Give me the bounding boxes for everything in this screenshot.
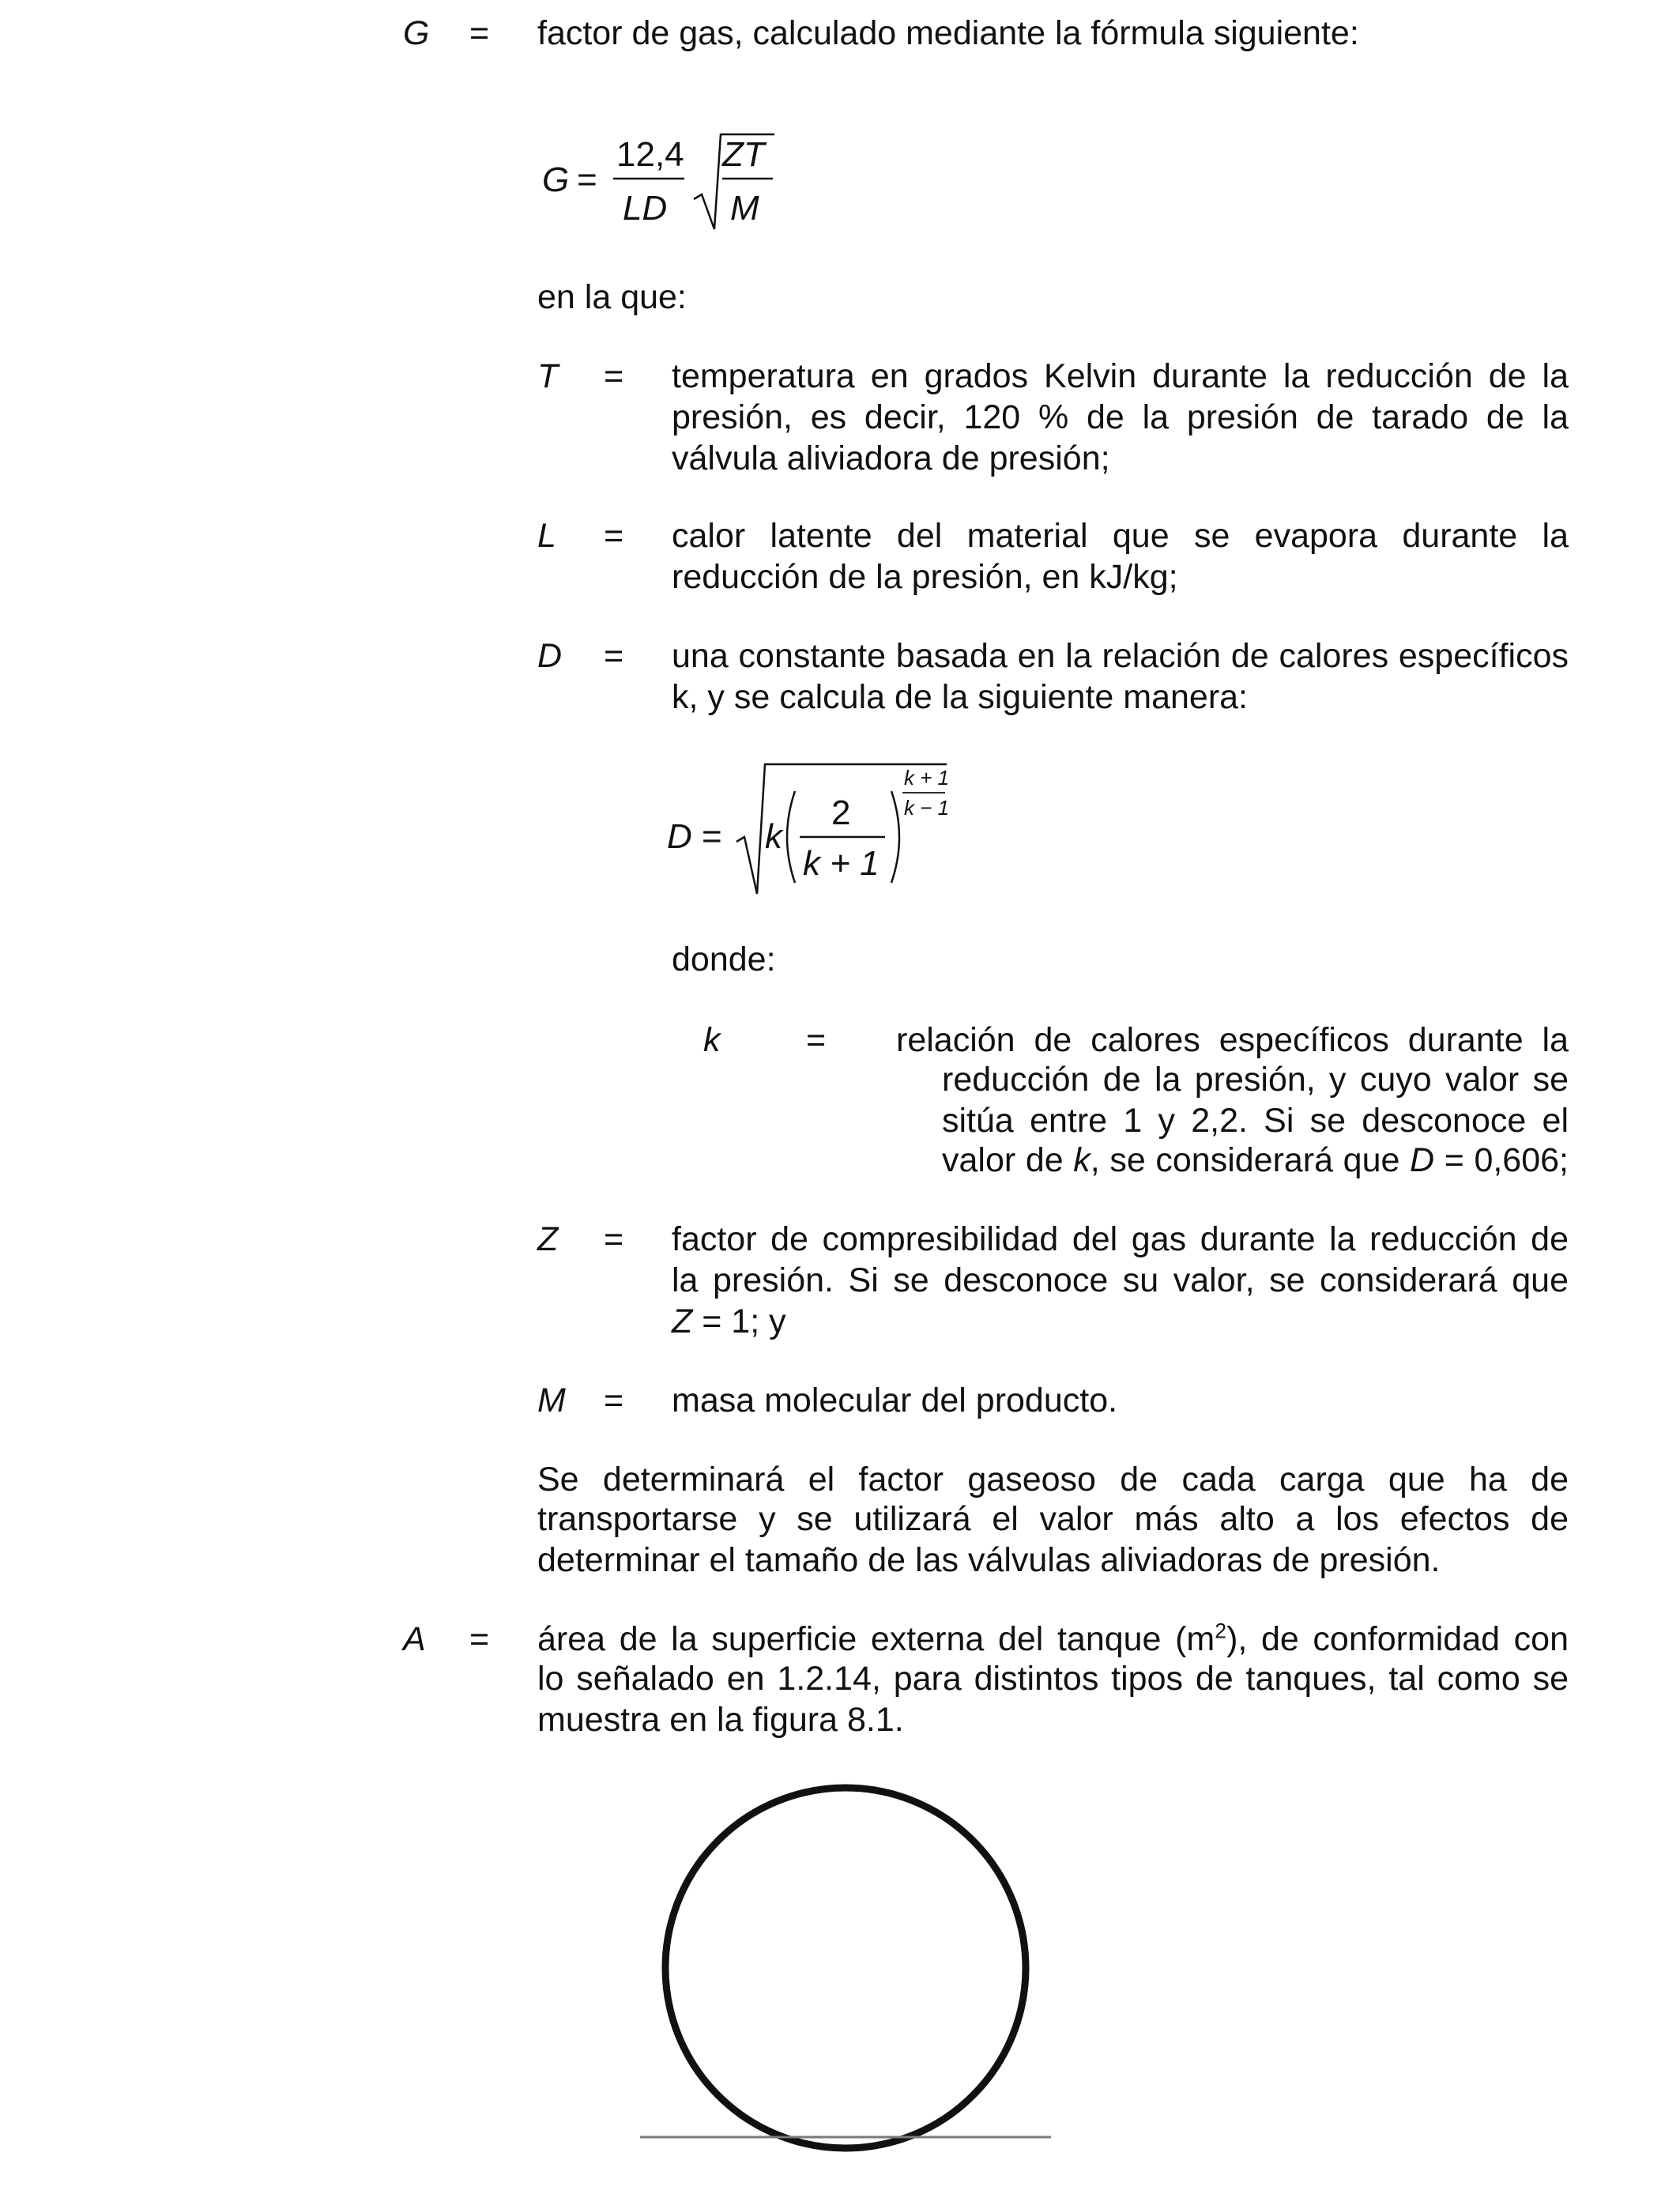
formula-G-root-numerator: ZT (722, 135, 765, 174)
formula-G-numerator: 12,4 (616, 135, 684, 174)
formula-D-numerator: 2 (831, 794, 851, 832)
definition-k-line-4-c: = 0,606; (1434, 1141, 1569, 1179)
symbol-Z: Z (537, 1220, 559, 1258)
formula-D-right-paren (891, 791, 899, 883)
equals-sign-A: = (469, 1620, 490, 1658)
definition-k-line-3: sitúa entre 1 y 2,2. Si se desconoce el (942, 1102, 1569, 1140)
en-la-que: en la que: (537, 278, 687, 316)
formula-G-root-denominator: M (730, 189, 759, 228)
definition-L-line-2: reducción de la presión, en kJ/kg; (672, 558, 1178, 596)
definition-Z-line-3-rest: = 1; y (692, 1302, 786, 1340)
symbol-T: T (537, 357, 559, 395)
definition-k-line-4-a: valor de (942, 1141, 1074, 1179)
formula-G-svg (537, 119, 790, 245)
equals-sign-L: = (604, 517, 624, 555)
tank-figure-svg (624, 1747, 1098, 2158)
formula-G-equals: = (577, 160, 597, 199)
equals-sign-M: = (604, 1382, 624, 1419)
definition-A-line-2: lo señalado en 1.2.14, para distintos tipos de tanques, tal como se (537, 1660, 1569, 1698)
formula-D-svg (662, 755, 962, 905)
definition-k-line-4-b: , se considerará que (1090, 1141, 1411, 1179)
definition-M: masa molecular del producto. (672, 1382, 1118, 1419)
equals-sign-Z: = (604, 1220, 624, 1258)
equals-sign-T: = (604, 357, 624, 395)
formula-D-exponent-denominator: k − 1 (904, 796, 950, 820)
definition-D-line-2: k, y se calcula de la siguiente manera: (672, 678, 1249, 716)
definition-k-line-4 (942, 1140, 1569, 1181)
formula-D-equals: = (702, 817, 722, 856)
definition-L-line-1: calor latente del material que se evapora durante la (672, 517, 1569, 555)
symbol-k: k (703, 1021, 721, 1059)
donde: donde: (672, 941, 776, 978)
symbol-A: A (403, 1620, 426, 1658)
symbol-L: L (537, 517, 556, 555)
formula-G-denominator: LD (623, 189, 668, 228)
equals-sign-G: = (469, 14, 490, 52)
definition-Z-line-1: factor de compresibilidad del gas durante la reducción de (672, 1220, 1569, 1258)
definition-T-line-1: temperatura en grados Kelvin durante la reducción de la (672, 357, 1569, 395)
symbol-G: G (403, 14, 430, 52)
formula-D-k: k (765, 817, 782, 856)
definition-k-line-4-D: D (1410, 1141, 1435, 1179)
definition-Z-line-3-Z: Z (672, 1302, 693, 1340)
definition-G: factor de gas, calculado mediante la fórmula siguiente: (537, 14, 1359, 52)
formula-D-left-paren (787, 791, 795, 883)
definition-A-line-1-a: área de la superficie externa del tanque (m (537, 1620, 1215, 1658)
formula-D-lhs: D (667, 817, 692, 856)
equals-sign-k: = (806, 1021, 827, 1059)
definition-Z-line-2: la presión. Si se desconoce su valor, se considerará que (672, 1261, 1569, 1299)
symbol-D: D (537, 637, 563, 675)
formula-D-exponent-numerator: k + 1 (904, 766, 950, 790)
definition-k-line-4-k: k (1073, 1141, 1090, 1179)
paragraph-line-1: Se determinará el factor gaseoso de cada carga que ha de (537, 1461, 1569, 1498)
definition-D-line-1: una constante basada en la relación de calores específicos (672, 637, 1569, 675)
formula-G-lhs: G (542, 160, 570, 199)
definition-Z-line-3 (672, 1301, 786, 1342)
symbol-M: M (537, 1382, 566, 1419)
formula-D (662, 755, 962, 909)
equals-sign-D: = (604, 637, 624, 675)
definition-T-line-2: presión, es decir, 120 % de la presión de tarado de la (672, 398, 1569, 436)
tank-figure (624, 1747, 1098, 2162)
definition-A-superscript: 2 (1215, 1619, 1227, 1643)
formula-D-denominator: k + 1 (803, 844, 880, 883)
definition-A-line-1 (537, 1619, 1569, 1660)
definition-T-line-3: válvula aliviadora de presión; (672, 439, 1110, 477)
formula-G (537, 119, 790, 249)
paragraph-line-3: determinar el tamaño de las válvulas aliviadoras de presión. (537, 1541, 1441, 1579)
definition-k-line-2: reducción de la presión, y cuyo valor se (942, 1061, 1569, 1099)
definition-k-line-1: relación de calores específicos durante la (896, 1021, 1569, 1059)
definition-A-line-1-b: ), de conformidad con (1226, 1620, 1569, 1658)
definition-A-line-3: muestra en la figura 8.1. (537, 1701, 904, 1739)
paragraph-line-2: transportarse y se utilizará el valor más alto a los efectos de (537, 1500, 1569, 1538)
